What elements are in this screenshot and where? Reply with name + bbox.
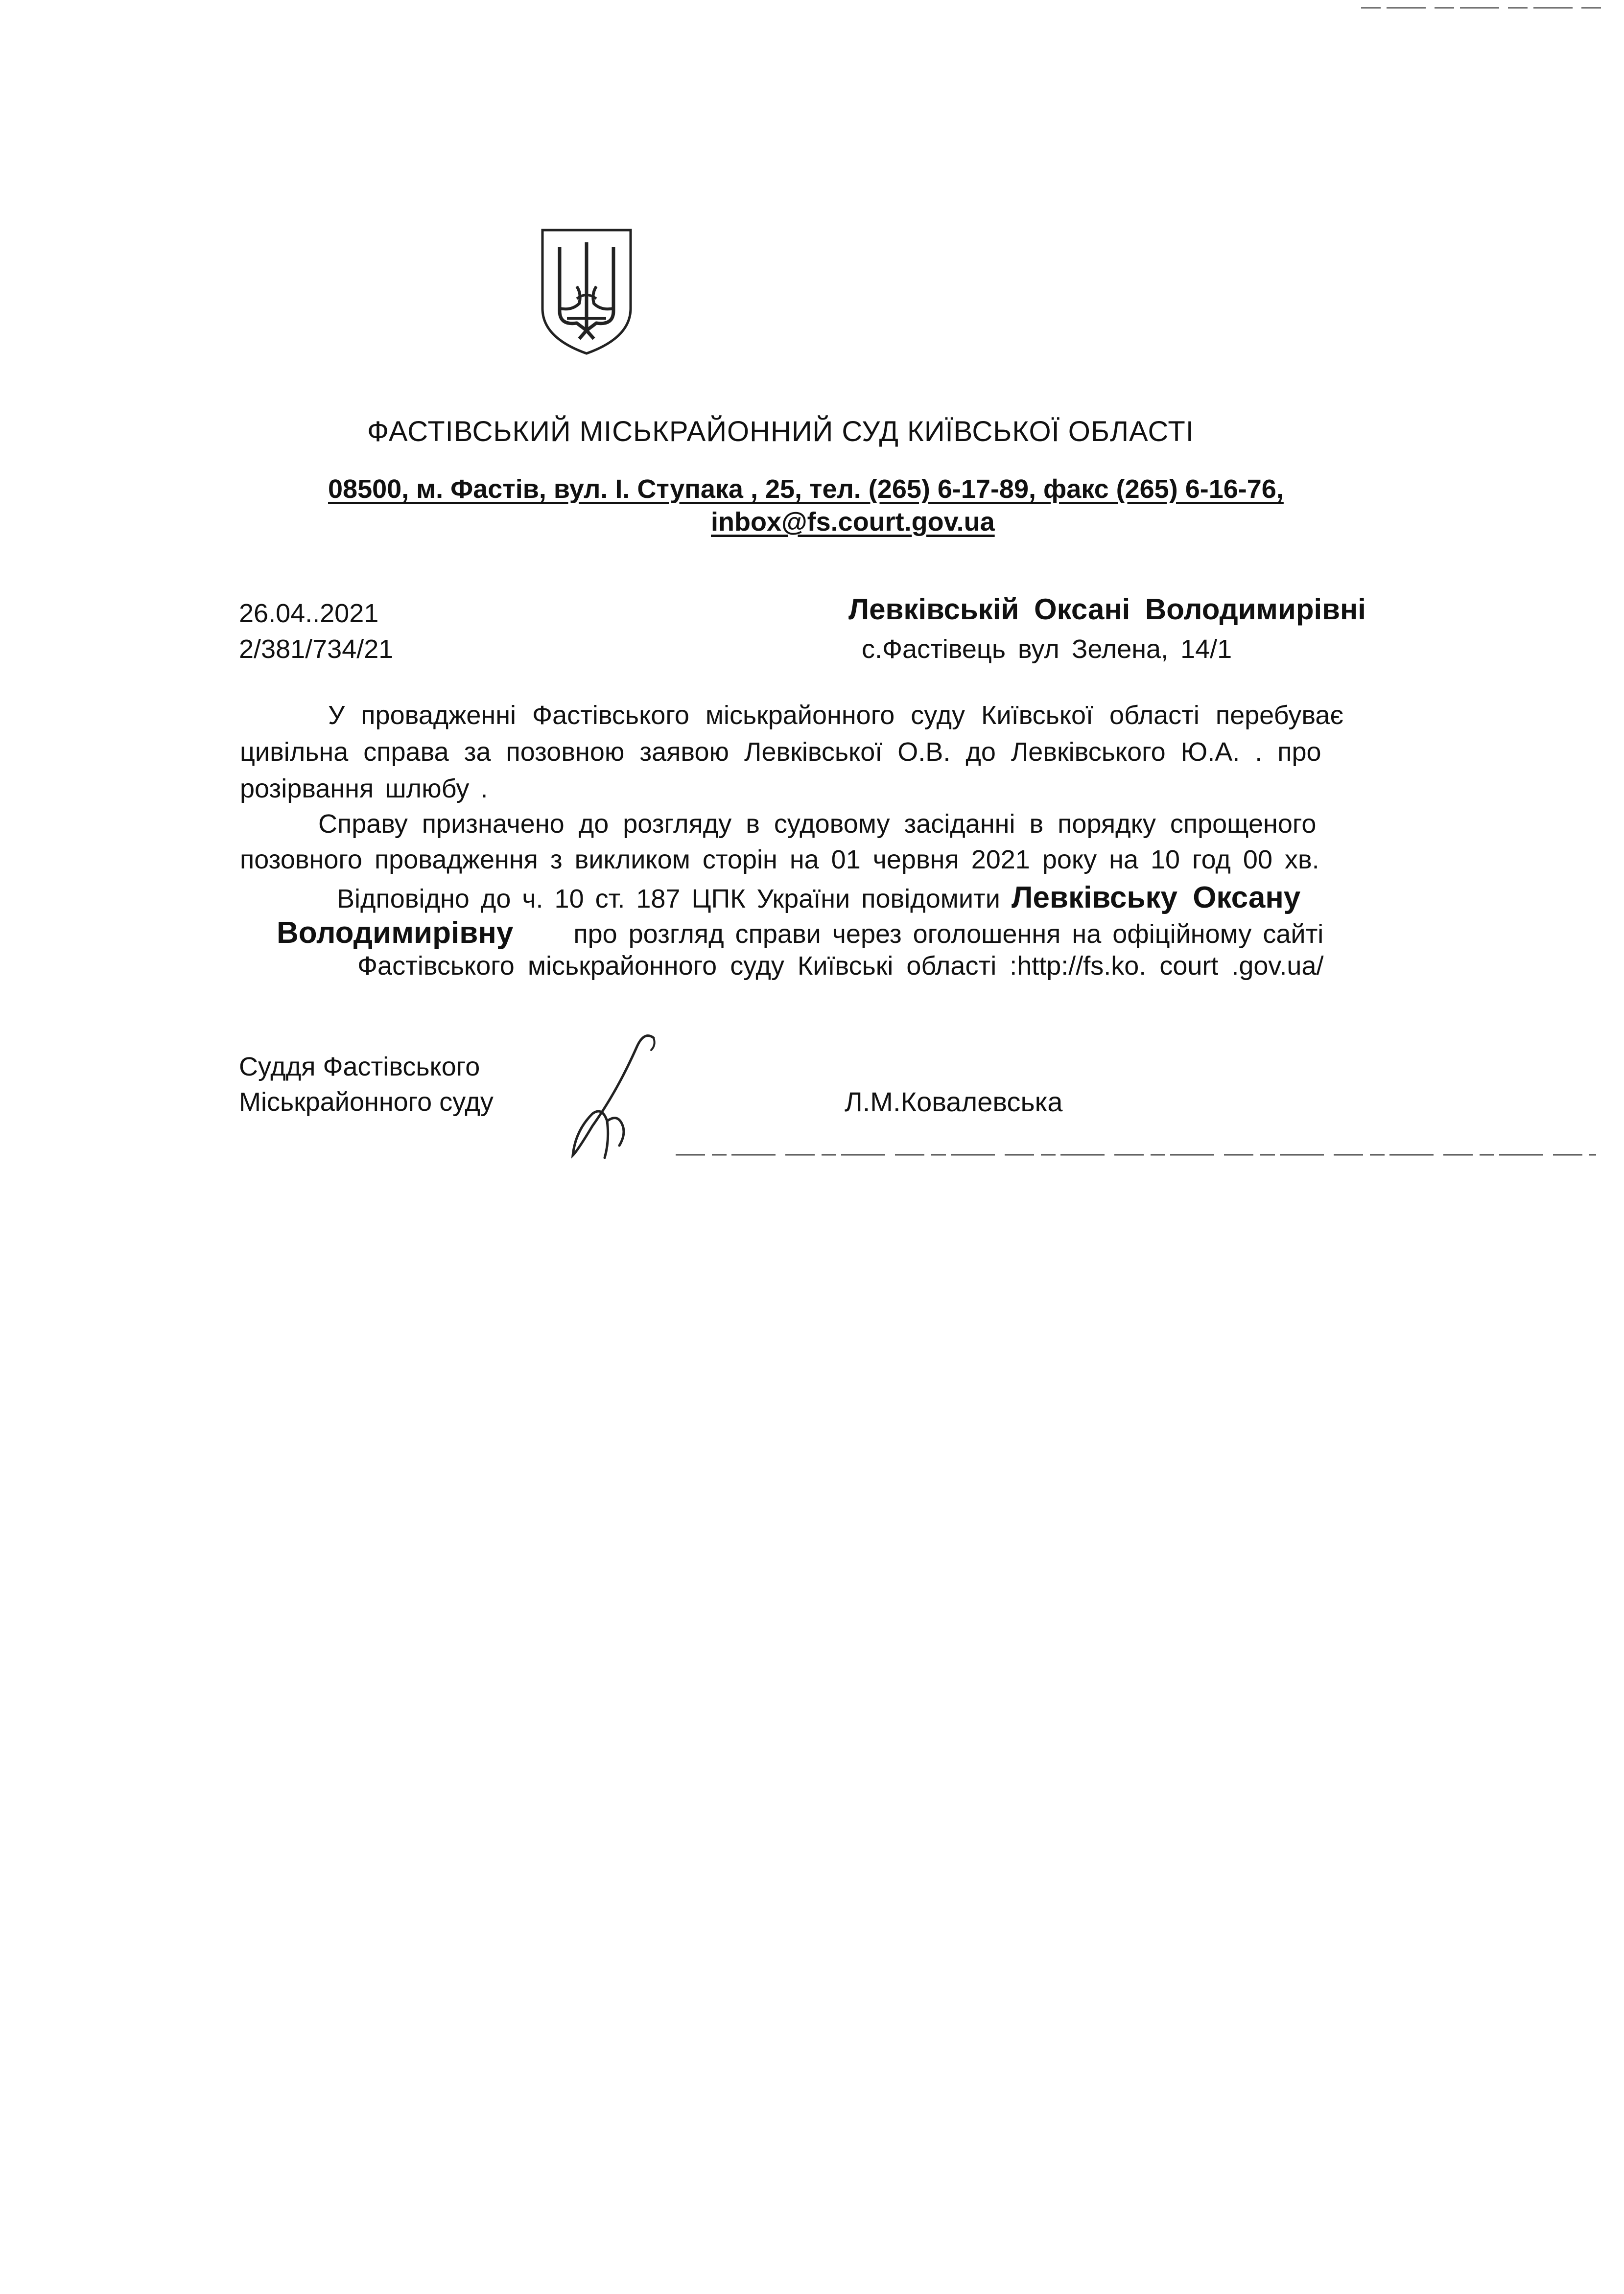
court-address-line: 08500, м. Фастів, вул. І. Ступака , 25, тел. (265) 6-17-89, факс (265) 6-16-76, [328, 474, 1284, 504]
body-paragraph-2-line-2: позовного провадження з викликом сторін на 01 червня 2021 року на 10 год 00 хв. [240, 845, 1319, 874]
body-paragraph-1-line-1: У провадженні Фастівського міськрайонного суду Київської області перебуває [328, 701, 1344, 730]
notified-person-name: Левківську Оксану [1011, 881, 1301, 914]
court-email: inbox@fs.court.gov.ua [711, 507, 995, 537]
judge-title-line-1: Суддя Фастівського [239, 1052, 480, 1081]
body-paragraph-1-line-2: цивільна справа за позовною заявою Левківської О.В. до Левківського Ю.А. . про [240, 737, 1321, 767]
body-paragraph-2-line-1: Справу призначено до розгляду в судовому засіданні в порядку спрощеного [318, 809, 1317, 839]
judge-name: Л.М.Ковалевська [845, 1086, 1063, 1117]
scan-artifact-line [676, 1153, 1596, 1156]
recipient-address: с.Фастівець вул Зелена, 14/1 [862, 634, 1232, 664]
scan-artifact-line [1361, 6, 1606, 10]
body-paragraph-3-line-2 [277, 915, 1323, 950]
body-paragraph-1-line-3: розірвання шлюбу . [240, 774, 488, 803]
recipient-name: Левківській Оксані Володимирівні [848, 593, 1366, 626]
notice-text: Відповідно до ч. 10 ст. 187 ЦПК України повідомити [337, 884, 1000, 913]
judge-title-line-2: Міськрайонного суду [239, 1087, 494, 1117]
case-number: 2/381/734/21 [239, 634, 394, 664]
coat-of-arms-icon [538, 225, 635, 357]
notice-text-continued: про розгляд справи через оголошення на офіційному сайті [573, 919, 1324, 949]
court-name: ФАСТІВСЬКИЙ МІСЬКРАЙОННИЙ СУД КИЇВСЬКОЇ ОБЛАСТІ [367, 416, 1194, 447]
notified-person-patronymic: Володимирівну [277, 916, 514, 950]
document-date: 26.04..2021 [239, 599, 379, 628]
body-paragraph-3-line-3: Фастівського міськрайонного суду Київські області :http://fs.ko. court .gov.ua/ [357, 951, 1324, 981]
handwritten-signature-icon [558, 1028, 666, 1165]
body-paragraph-3-line-1 [337, 880, 1300, 915]
